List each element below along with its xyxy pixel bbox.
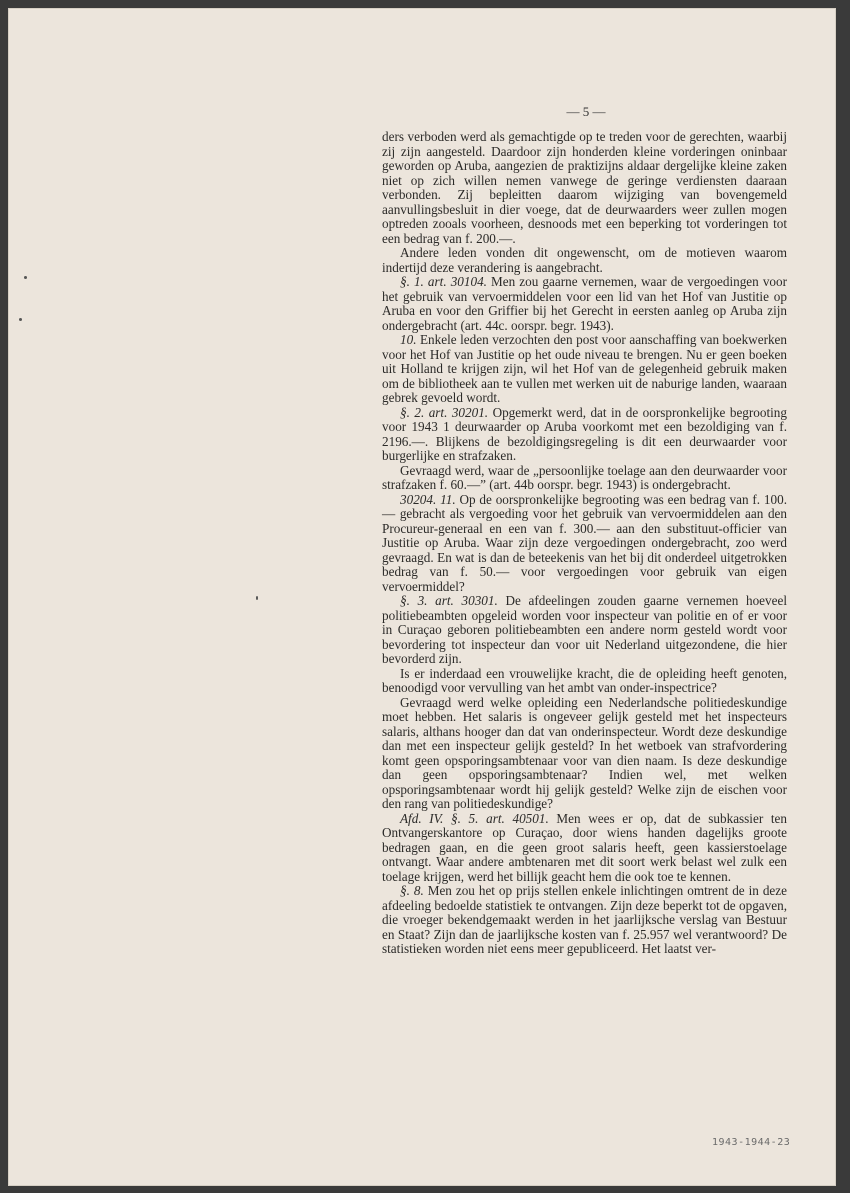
paragraph-9: Is er inderdaad een vrouwelijke kracht, die de opleiding heeft genoten, benoodigd voor vervulling van het ambt van onder-inspectrice? (382, 665, 787, 695)
section-reference: §. 1. art. 30104. (400, 274, 487, 289)
body-text (382, 130, 787, 957)
paragraph-4: 10. Enkele leden verzochten den post voor aanschaffing van boekwerken voor het Hof van Justitie op het oude niveau te brengen. Nu er geen boeken uit Holland te krijgen zijn, wil het Hof van de gelegenheid gebruik maken om de bibliotheek aan te vullen met werken uit de naburige landen, waaraan gebrek gevoeld wordt. (382, 332, 787, 405)
margin-dot-mark (256, 596, 258, 600)
archive-reference: 1943-1944-23 (712, 1137, 791, 1148)
margin-dot-mark (24, 276, 27, 279)
paragraph-8: §. 3. art. 30301. De afdeelingen zouden gaarne vernemen hoeveel politiebeambten opgeleid worden voor inspecteur van politie en of er voor in Curaçao geboren politiebeambten een andere norm gesteld wordt voor bevordering tot inspecteur dan voor uit Nederland uitgezondene, die hier bevorderd zijn. (382, 593, 788, 666)
section-reference: 30204. 11. (400, 491, 456, 507)
paragraph-1: ders verboden werd als gemachtigde op te treden voor de gerechten, waarbij zij zijn aangesteld. Daardoor zijn honderden kleine vorderingen oninbaar geworden op Aruba, aangezien de praktizijns aldaar dergelijke kleine zaken niet op zich willen nemen vanwege de geringe verdiensten daaraan verbonden. Zij bepleitten daarom wijziging van bovengemeld aanvullingsbesluit in dier voege, dat de deurwaarders weer zullen mogen optreden zooals voorheen, desnoods met een beperking tot vorderingen tot een bedrag van f. 200.—. (382, 129, 787, 246)
paragraph-10: Gevraagd werd welke opleiding een Nederlandsche politiedeskundige moet hebben. Het salaris is ongeveer gelijk gesteld met het inspecteurs salaris, althans hooger dan dat van onderinspecteur. Wordt deze deskundige dan met een inspecteur gelijk gesteld? In het wetboek van strafvordering komt geen opsporingsambtenaar voor van dien naam. Is deze deskundige dan geen opsporingsambtenaar? Indien wel, met welken opsporingsambtenaar wordt hij gelijk gesteld? Welke zijn de eischen voor den rang van politiedeskundige? (382, 694, 787, 811)
paragraph-7: 30204. 11. Op de oorspronkelijke begrooting was een bedrag van f. 100.— gebracht als vergoeding voor het gebruik van vervoermiddelen aan den Procureur-generaal en een van f. 300.— aan den substituut-officier van Justitie op Aruba. Waar zijn deze vergoedingen ondergebracht, zoo werd gevraagd. En wat is dan de beteekenis van het bij dit onderdeel uitgetrokken bedrag van f. 50.— voor vergoedingen voor gebruik van eigen vervoermiddel? (382, 491, 787, 594)
paragraph-5: §. 2. art. 30201. Opgemerkt werd, dat in de oorspronkelijke begrooting voor 1943 1 deurwaarder op Aruba voorkomt met een bezoldiging van f. 2196.—. Blijkens de bezoldigingsregeling is dit een deurwaarder voor burgerlijke en strafzaken. (382, 404, 787, 463)
paragraph-3: §. 1. art. 30104. Men zou gaarne vernemen, waar de vergoedingen voor het gebruik van vervoermiddelen voor een lid van het Hof van Justitie op Aruba en voor den Griffier bij het Gerecht in eersten aanleg op Aruba zijn ondergebracht (art. 44c. oorspr. begr. 1943). (382, 274, 787, 333)
section-reference: §. 8. (400, 883, 424, 898)
section-reference: §. 2. art. 30201. (400, 404, 489, 420)
section-reference: 10. (400, 332, 417, 347)
paragraph-12: §. 8. Men zou het op prijs stellen enkele inlichtingen omtrent de in deze afdeeling bedoelde statistiek te ontvangen. Zijn deze beperkt tot de opgaven, die vroeger bekendgemaakt werden in het jaarlijksche verslag van Bestuur en Staat? Zijn dan de jaarlijksche kosten van f. 25.957 wel verantwoord? De statistieken worden niet eens meer gepubliceerd. Het laatst ver- (382, 883, 787, 956)
page-number: — 5 — (566, 104, 606, 119)
paragraph-11: Afd. IV. §. 5. art. 40501. Men wees er op, dat de subkassier ten Ontvangerskantore op Curaçao, door wiens handen dagelijks groote bedragen gaan, en die geen groot salaris heeft, geen kassierstoelage ontvangt. Waar andere ambtenaren met dit soort werk belast wel zulk een toelage krijgen, werd het billijk geacht hem die ook toe te kennen. (382, 810, 787, 884)
margin-dot-mark (19, 318, 22, 321)
paragraph-6: Gevraagd werd, waar de „persoonlijke toelage aan den deurwaarder voor strafzaken f. 60.—” (art. 44b oorspr. begr. 1943) is ondergebracht. (382, 462, 787, 492)
section-reference: Afd. IV. §. 5. art. 40501. (400, 810, 549, 826)
paragraph-2: Andere leden vonden dit ongewenscht, om de motieven waarom indertijd deze verandering is aangebracht. (382, 245, 787, 275)
section-reference: §. 3. art. 30301. (400, 593, 498, 608)
